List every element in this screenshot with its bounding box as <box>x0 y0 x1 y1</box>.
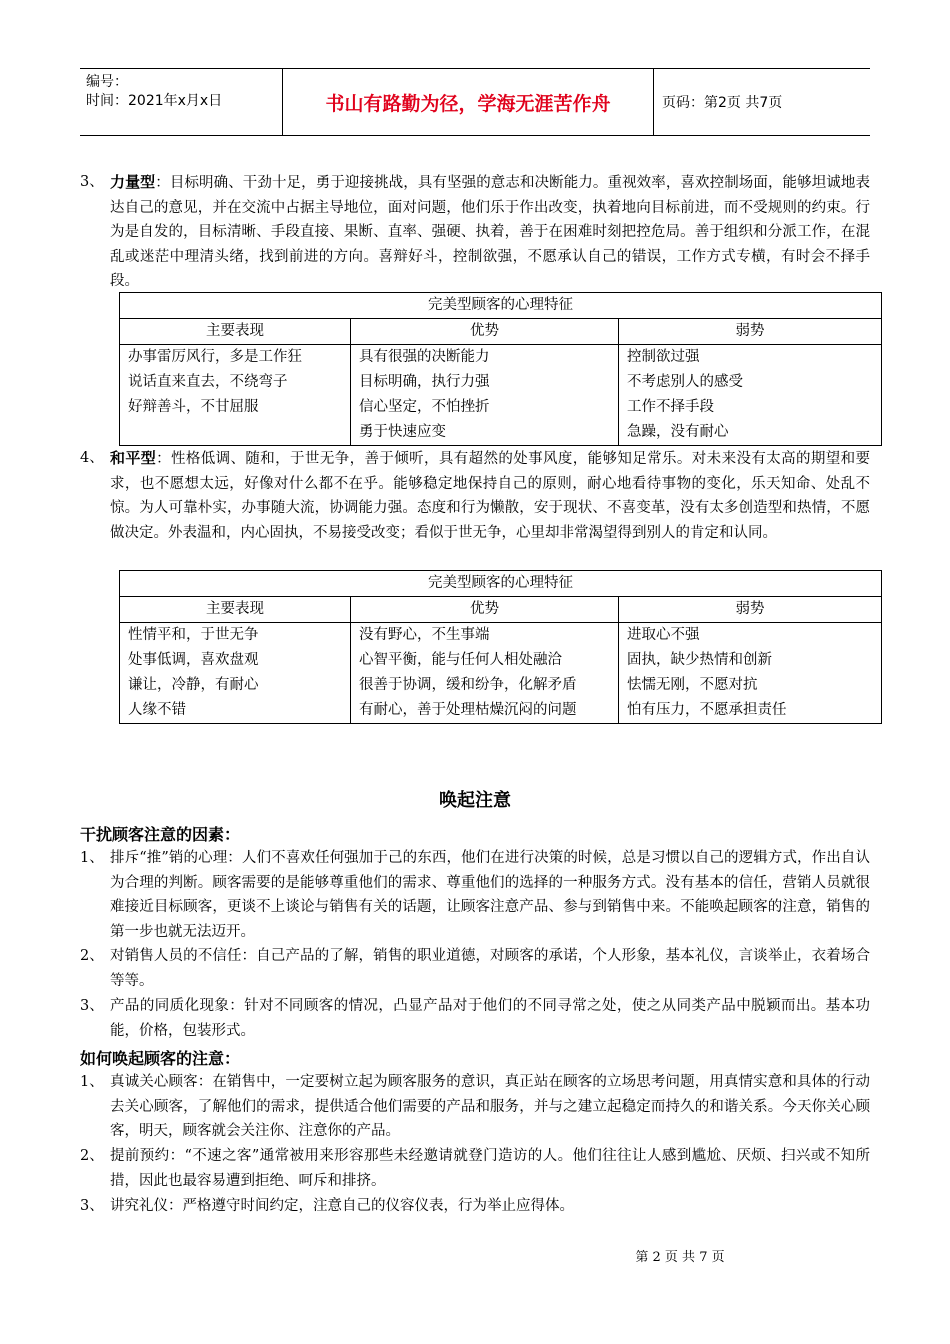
factor-item-3 <box>80 994 870 1043</box>
table1-strength-line: 信心坚定，不怕挫折 <box>359 399 490 415</box>
table1-weakness-line: 不考虑别人的感受 <box>627 374 743 390</box>
table2-header-performance: 主要表现 <box>120 597 351 623</box>
trait-table-power <box>119 292 882 446</box>
table1-weakness-line: 控制欲过强 <box>627 349 700 365</box>
factor-text: 产品的同质化现象：针对不同顾客的情况，凸显产品对于他们的不同寻常之处，使之从同类产品中脱颖而出。基本功能，价格，包装形式。 <box>110 998 870 1039</box>
table2-performance-cell <box>120 623 351 724</box>
factor-item-1 <box>80 846 870 944</box>
subhead-factors: 干扰顾客注意的因素： <box>80 825 241 844</box>
item4-number: 4、 <box>80 450 104 466</box>
table2-header-strengths: 优势 <box>351 597 619 623</box>
table1-strength-line: 勇于快速应变 <box>359 424 446 440</box>
table2-performance-line: 处事低调，喜欢盘观 <box>128 652 259 668</box>
table1-strength-line: 具有很强的决断能力 <box>359 349 490 365</box>
table1-header-strengths: 优势 <box>351 319 619 345</box>
factor-text: 对销售人员的不信任：自己产品的了解，销售的职业道德，对顾客的承诺，个人形象，基本礼仪，言谈举止，衣着场合等等。 <box>110 948 870 989</box>
trait-table-peace <box>119 570 882 724</box>
table2-title: 完美型顾客的心理特征 <box>120 571 882 597</box>
table2-performance-line: 谦让，冷静，有耐心 <box>128 677 259 693</box>
section-title: 唤起注意 <box>439 790 511 811</box>
table1-strengths-cell <box>351 345 619 446</box>
method-text: 真诚关心顾客：在销售中，一定要树立起为顾客服务的意识，真正站在顾客的立场思考问题，用真情实意和具体的行动去关心顾客，了解他们的需求，提供适合他们需要的产品和服务，并与之建立起稳定而持久的和谐关系。今天你关心顾客，明天，顾客就会关注你、注意你的产品。 <box>110 1074 870 1140</box>
subhead-methods: 如何唤起顾客的注意： <box>80 1049 241 1068</box>
table2-strength-line: 心智平衡，能与任何人相处融洽 <box>359 652 562 668</box>
date-label: 时间：2021年x月x日 <box>86 93 223 109</box>
header-meta <box>80 69 282 135</box>
method-item-2 <box>80 1144 870 1193</box>
table1-header-weaknesses: 弱势 <box>619 319 882 345</box>
method-text: 讲究礼仪：严格遵守时间约定，注意自己的仪容仪表，行为举止应得体。 <box>110 1198 574 1214</box>
table1-performance-line: 办事雷厉风行，多是工作狂 <box>128 349 302 365</box>
item4-text: ：性格低调、随和，于世无争，善于倾听，具有超然的处事风度，能够知足常乐。对未来没有太高的期望和要求，也不愿想太远，好像对什么都不在乎。能够稳定地保持自己的原则，耐心地看待事物的变化，乐天知命、处乱不惊。为人可靠朴实，办事随大流，协调能力强。态度和行为懒散，安于现状、不喜变革，没有太多创造型和热情，不愿做决定。外表温和，内心固执，不易接受改变；看似于世无争，心里却非常渴望得到别人的肯定和认同。 <box>110 451 870 541</box>
method-item-3 <box>80 1194 870 1219</box>
factor-number: 1、 <box>80 850 104 866</box>
table1-performance-line: 说话直来直去，不绕弯子 <box>128 374 288 390</box>
page-footer: 第 2 页 共 7 页 <box>635 1250 725 1265</box>
table2-strengths-cell <box>351 623 619 724</box>
table2-header-weaknesses: 弱势 <box>619 597 882 623</box>
method-number: 3、 <box>80 1198 104 1214</box>
table2-weakness-line: 怕有压力，不愿承担责任 <box>627 702 787 718</box>
header-page-label: 页码：第2页 共7页 <box>662 95 783 111</box>
table2-performance-line: 人缘不错 <box>128 702 186 718</box>
table2-strength-line: 没有野心，不生事端 <box>359 627 490 643</box>
item4-term: 和平型 <box>110 449 157 467</box>
table2-weakness-line: 进取心不强 <box>627 627 700 643</box>
method-number: 1、 <box>80 1074 104 1090</box>
method-text: 提前预约：“不速之客”通常被用来形容那些未经邀请就登门造访的人。他们往往让人感到尴尬、厌烦、扫兴或不知所措，因此也最容易遭到拒绝、呵斥和排挤。 <box>110 1148 870 1189</box>
table1-weaknesses-cell <box>619 345 882 446</box>
table2-performance-line: 性情平和，于世无争 <box>128 627 259 643</box>
item3-term: 力量型 <box>110 173 156 191</box>
method-number: 2、 <box>80 1148 104 1164</box>
item3-text: ：目标明确、干劲十足，勇于迎接挑战，具有坚强的意志和决断能力。重视效率，喜欢控制场面，能够坦诚地表达自己的意见，并在交流中占据主导地位，面对问题，他们乐于作出改变，执着地向目标前进，而不受规则的约束。行为是自发的，目标清晰、手段直接、果断、直率、强硬、执着，善于在困难时刻把控危局。善于组织和分派工作，在混乱或迷茫中理清头绪，找到前进的方向。喜辩好斗，控制欲强，不愿承认自己的错误，工作方式专横，有时会不择手段。 <box>110 175 870 290</box>
item3-number: 3、 <box>80 174 104 190</box>
table2-weakness-line: 固执，缺少热情和创新 <box>627 652 772 668</box>
table2-strength-line: 很善于协调，缓和纷争，化解矛盾 <box>359 677 577 693</box>
table2-weakness-line: 怯懦无刚，不愿对抗 <box>627 677 758 693</box>
serial-label: 编号： <box>86 74 128 90</box>
table1-performance-line: 好辩善斗，不甘屈服 <box>128 399 259 415</box>
method-item-1 <box>80 1070 870 1144</box>
table1-strength-line: 目标明确，执行力强 <box>359 374 490 390</box>
table1-weakness-line: 急躁，没有耐心 <box>627 424 729 440</box>
factor-text: 排斥“推”销的心理：人们不喜欢任何强加于己的东西，他们在进行决策的时候，总是习惯以自己的逻辑方式，作出自认为合理的判断。顾客需要的是能够尊重他们的需求、尊重他们的选择的一种服务方式。没有基本的信任，营销人员就很难接近目标顾客，更谈不上谈论与销售有关的话题，让顾客注意产品、参与到销售中来。不能唤起顾客的注意，销售的第一步也就无法迈开。 <box>110 850 870 940</box>
table2-weaknesses-cell <box>619 623 882 724</box>
table1-performance-cell <box>120 345 351 446</box>
factor-number: 2、 <box>80 948 104 964</box>
factor-item-2 <box>80 944 870 993</box>
table1-header-performance: 主要表现 <box>120 319 351 345</box>
table2-strength-line: 有耐心，善于处理枯燥沉闷的问题 <box>359 702 577 718</box>
item3-paragraph <box>80 170 870 294</box>
factor-number: 3、 <box>80 998 104 1014</box>
table1-title: 完美型顾客的心理特征 <box>120 293 882 319</box>
item4-paragraph <box>80 446 870 545</box>
table1-weakness-line: 工作不择手段 <box>627 399 714 415</box>
header-motto: 书山有路勤为径，学海无涯苦作舟 <box>282 69 654 135</box>
page-header <box>80 68 870 136</box>
